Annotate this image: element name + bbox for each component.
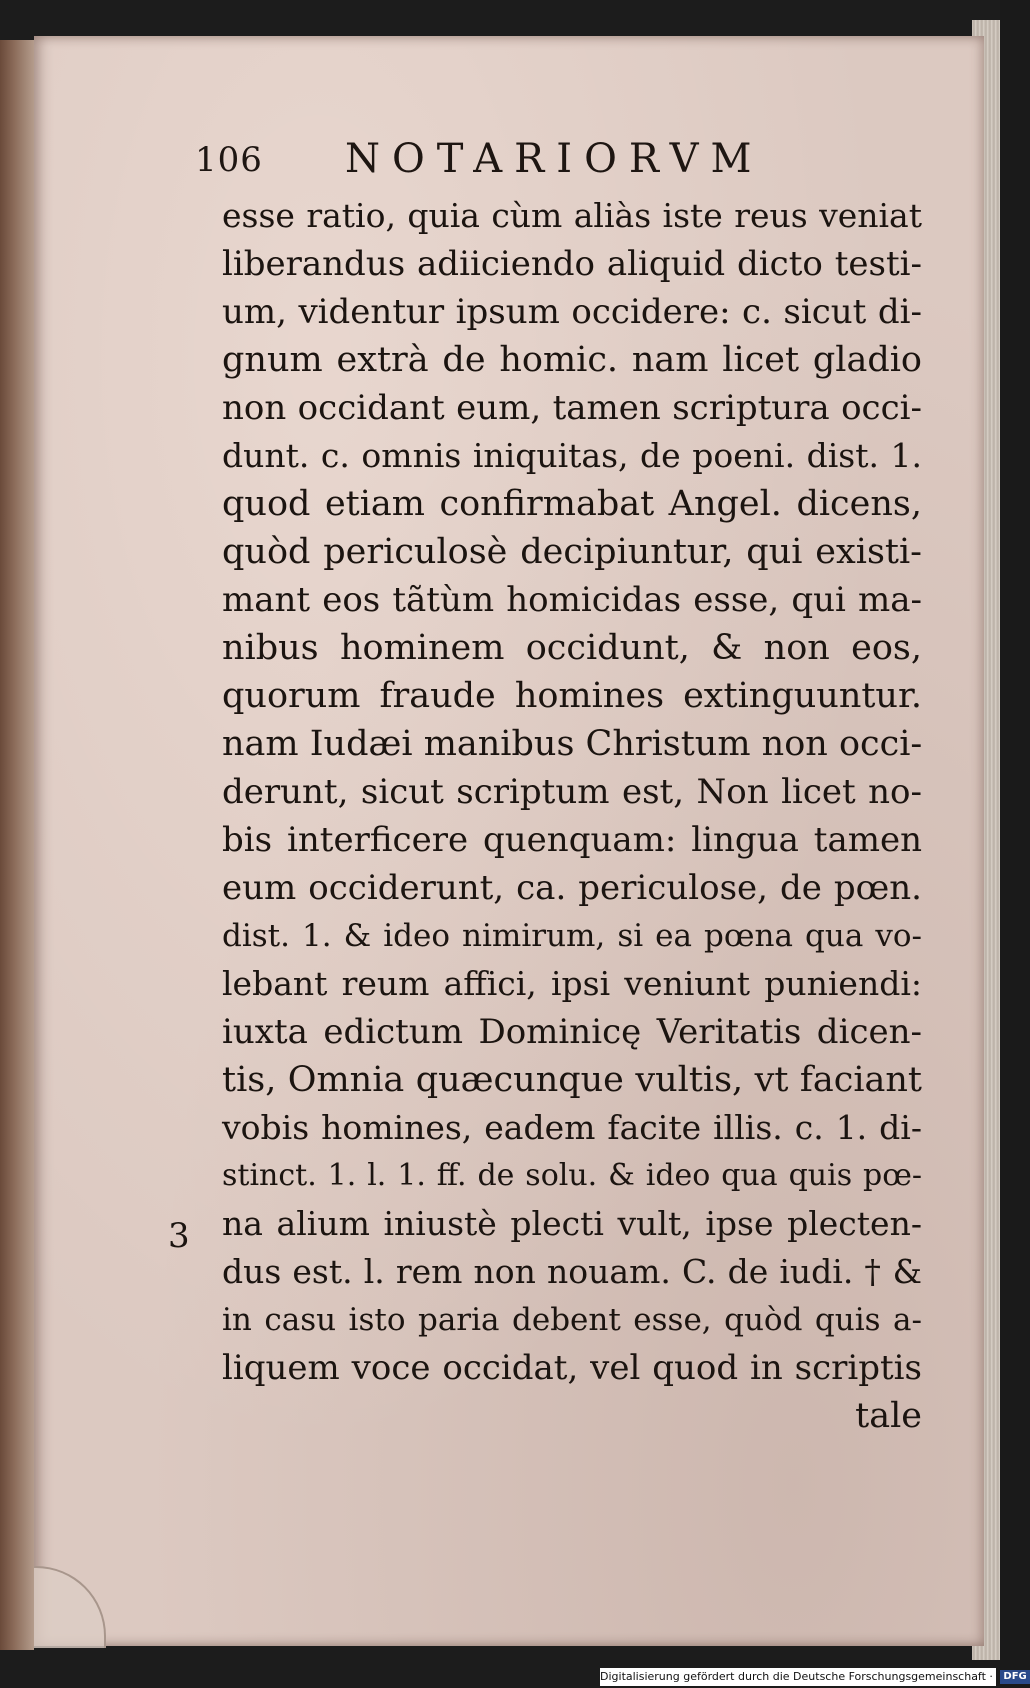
book-spine-left (0, 40, 34, 1650)
text-line: quòd periculosè decipiuntur, qui existi- (222, 532, 922, 572)
text-line: liberandus adiiciendo aliquid dicto testi- (222, 244, 922, 284)
text-line: iuxta edictum Dominicę Veritatis dicen- (222, 1012, 922, 1052)
page-number: 106 (195, 140, 263, 180)
text-line: quorum fraude homines extinguuntur. (222, 676, 922, 716)
text-line: derunt, sicut scriptum est, Non licet no- (222, 772, 922, 812)
text-line: liquem voce occidat, vel quod in scriptis (222, 1348, 922, 1388)
text-line: quod etiam confirmabat Angel. dicens, (222, 484, 922, 524)
text-line: non occidant eum, tamen scriptura occi- (222, 388, 922, 428)
text-line: dist. 1. & ideo nimirum, si ea pœna qua vo- (222, 918, 922, 954)
text-line: na alium iniustè plecti vult, ipse plecten- (222, 1204, 922, 1243)
text-line: in casu isto paria debent esse, quòd quis a- (222, 1302, 922, 1338)
dfg-logo: DFG (1000, 1670, 1029, 1684)
marginal-note: 3 (168, 1216, 190, 1256)
text-line: vobis homines, eadem facite illis. c. 1. di- (222, 1108, 922, 1147)
text-line: esse ratio, quia cùm aliàs iste reus veniat (222, 196, 922, 235)
text-line: stinct. 1. l. 1. ff. de solu. & ideo qua quis pœ- (222, 1158, 922, 1193)
footer-credit: Digitalisierung gefördert durch die Deutsche Forschungsgemeinschaft · (600, 1670, 993, 1683)
text-line: mant eos tãtùm homicidas esse, qui ma- (222, 580, 922, 620)
page-corner-fold (34, 1566, 106, 1648)
running-head: NOTARIORVM (345, 136, 764, 182)
text-line: lebant reum affici, ipsi veniunt puniendi: (222, 964, 922, 1003)
text-line: tis, Omnia quæcunque vultis, vt faciant (222, 1060, 922, 1100)
catchword: tale (855, 1396, 922, 1436)
text-line: nam Iudæi manibus Christum non occi- (222, 724, 923, 764)
text-line: um, videntur ipsum occidere: c. sicut di- (222, 292, 922, 332)
text-line: gnum extrà de homic. nam licet gladio (222, 340, 922, 380)
digitization-footer (600, 1668, 1027, 1686)
text-line: dus est. l. rem non nouam. C. de iudi. † & (222, 1252, 922, 1291)
text-line: eum occiderunt, ca. periculose, de pœn. (222, 868, 922, 908)
text-line: nibus hominem occidunt, & non eos, (222, 628, 922, 668)
page-header (195, 130, 845, 190)
text-line: dunt. c. omnis iniquitas, de poeni. dist. 1. (222, 436, 922, 475)
body-text (222, 192, 922, 1440)
text-line: bis interficere quenquam: lingua tamen (222, 820, 922, 860)
